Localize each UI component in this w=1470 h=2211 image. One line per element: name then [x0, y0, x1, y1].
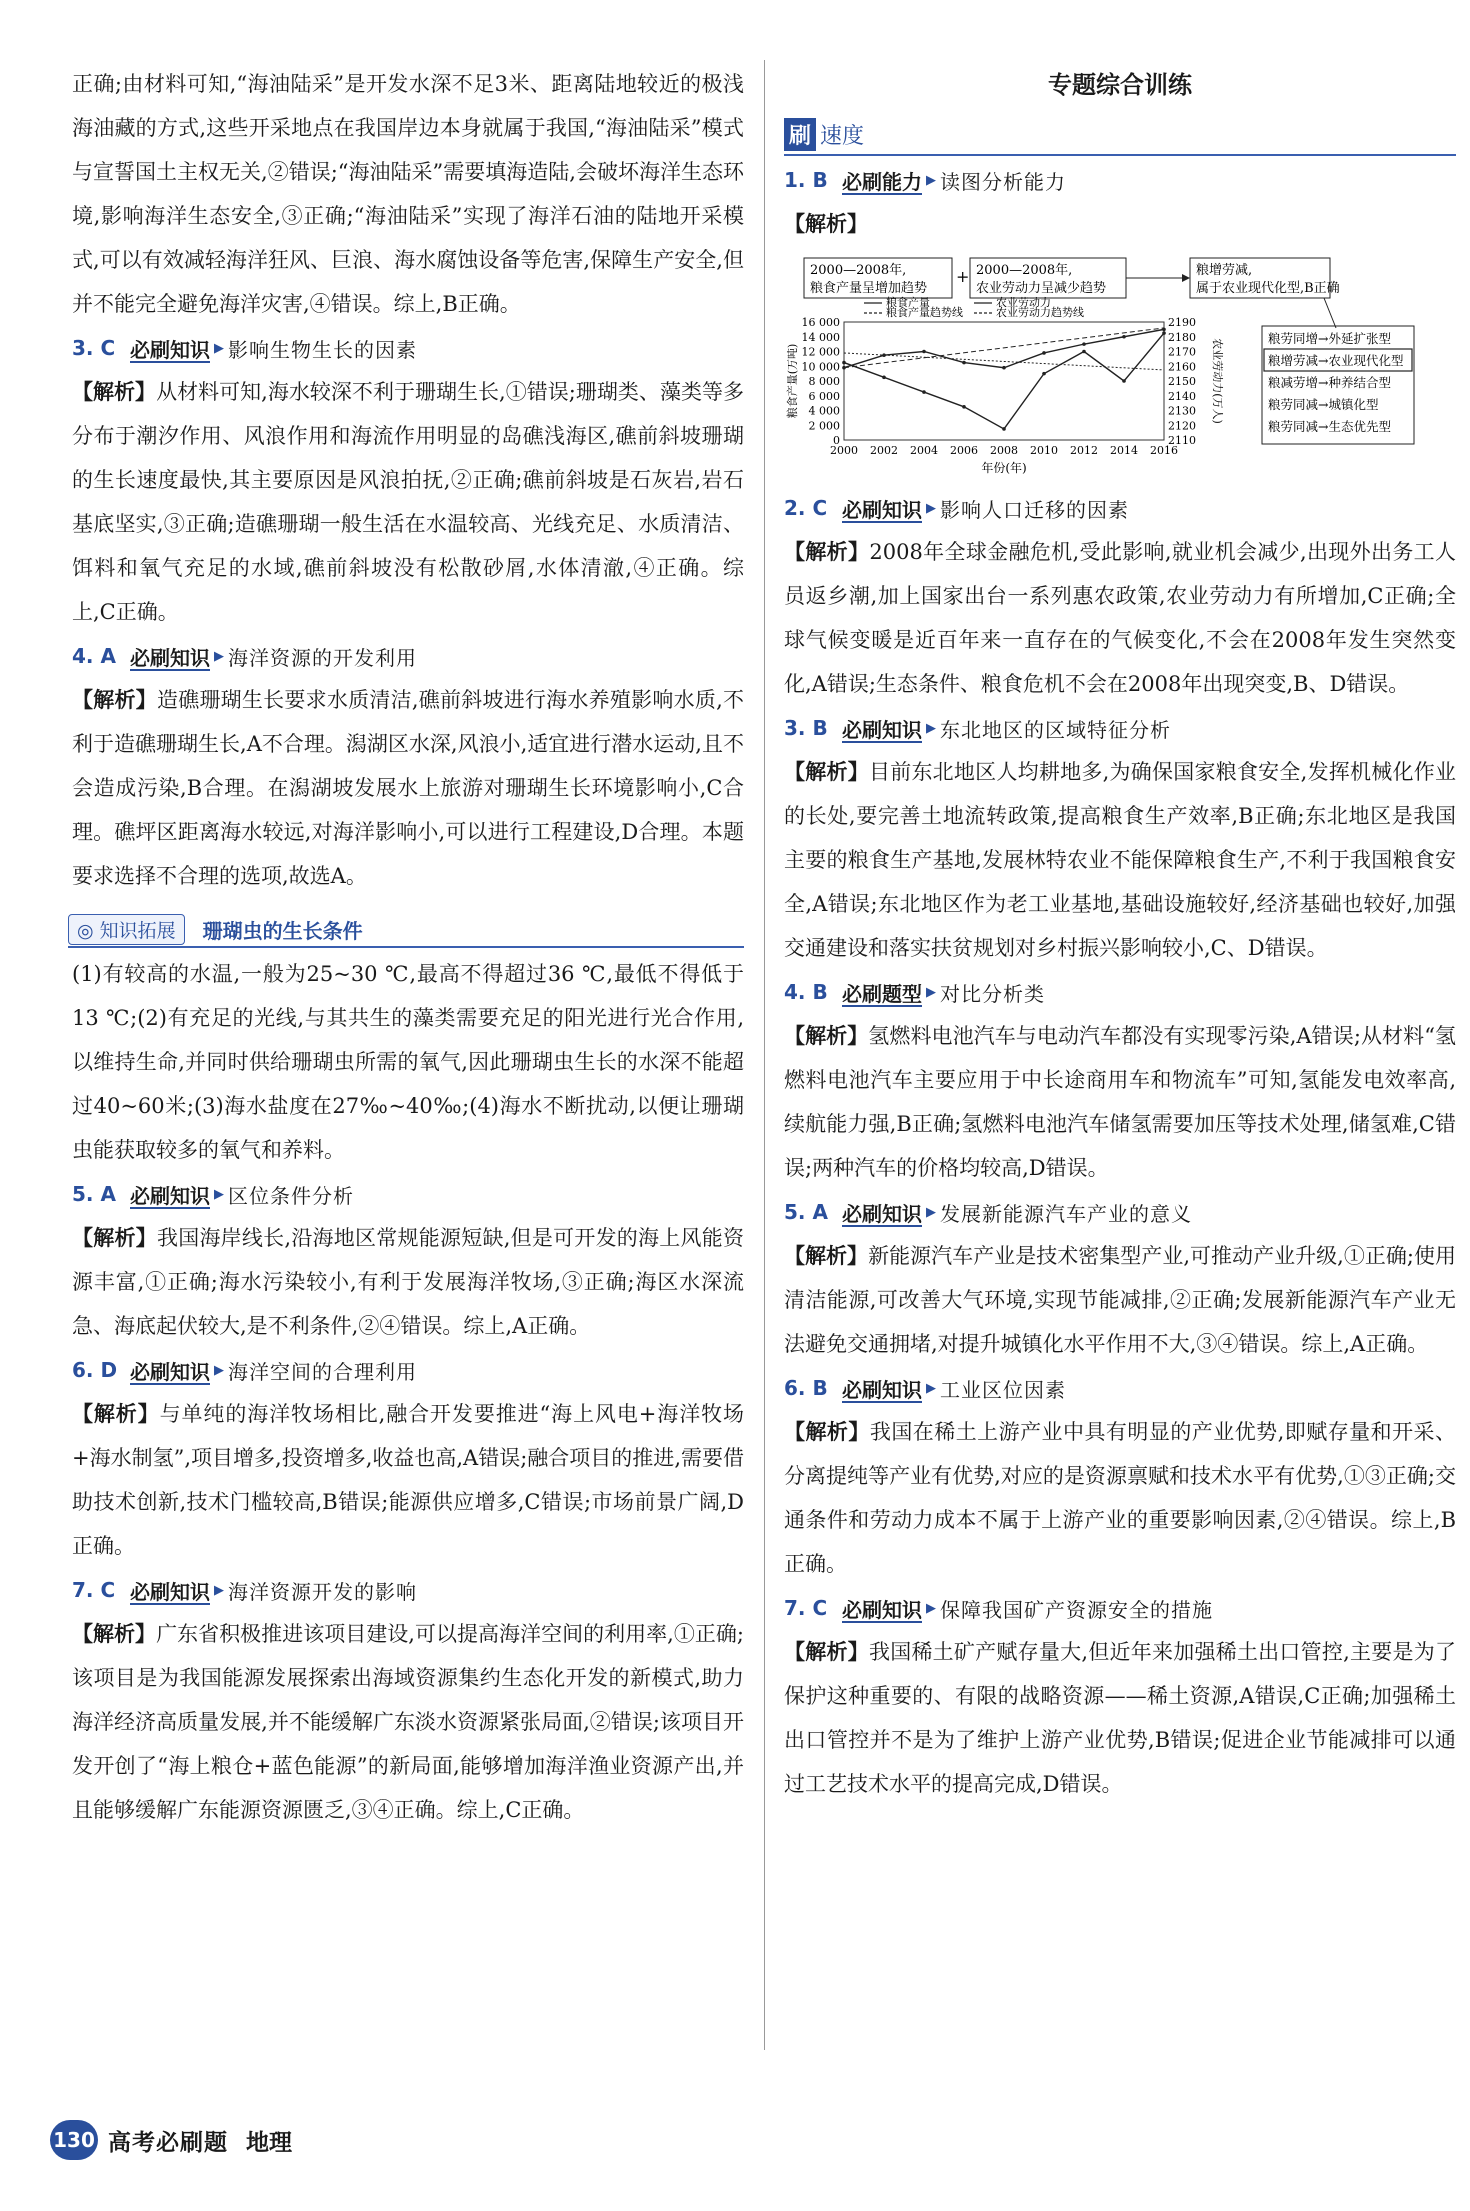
- left-tick-label: 2 000: [808, 419, 840, 433]
- triangle-right-icon: ▶: [214, 1186, 224, 1202]
- q5-analysis: [72, 1216, 744, 1348]
- rq3-tag: 必刷知识: [842, 717, 922, 742]
- legend-label: 粮食产量: [886, 296, 930, 309]
- rq7-analysis: [784, 1630, 1456, 1806]
- annotation-box-1-line2: 粮食产量呈增加趋势: [810, 281, 928, 296]
- type-item: 粮劳同减→生态优先型: [1268, 419, 1391, 434]
- left-tick-label: 4 000: [808, 404, 840, 418]
- q5-number: 5. A: [72, 1182, 116, 1206]
- right-axis-label: 农业劳动力(万人): [1211, 338, 1224, 424]
- intro-paragraph: 正确;由材料可知,“海油陆采”是开发水深不足3米、距离陆地较近的极浅海油藏的方式,这些开采地点在我国岸边本身就属于我国,“海油陆采”模式与宣誓国土主权无关,②错误;“海油陆采”需要填海造陆,会破坏海洋生态环境,影响海洋生态安全,③正确;“海油陆采”实现了海洋石油的陆地开采模式,可以有效减轻海洋狂风、巨浪、海水腐蚀设备等危害,保障生产安全,但并不能完全避免海洋灾害,④错误。综上,B正确。: [72, 72, 744, 316]
- rq2-tag: 必刷知识: [842, 497, 922, 522]
- triangle-right-icon: ▶: [214, 340, 224, 356]
- rq1-tag: 必刷能力: [842, 169, 922, 194]
- right-tick-label: 2160: [1168, 360, 1196, 374]
- triangle-right-icon: ▶: [926, 172, 936, 188]
- x-tick-label: 2012: [1070, 444, 1098, 457]
- x-tick-label: 2016: [1150, 444, 1178, 457]
- series-point: [1002, 427, 1006, 431]
- analysis-label: 【解析】: [72, 687, 157, 712]
- series-point: [1082, 350, 1086, 354]
- knowledge-box-header: [68, 912, 744, 946]
- left-tick-label: 6 000: [808, 389, 840, 403]
- column-divider: [764, 60, 765, 2050]
- section-title: 专题综合训练: [1048, 71, 1192, 99]
- knowledge-text: (1)有较高的水温,一般为25~30 ℃,最高不得超过36 ℃,最低不得低于13 ℃;(2)有充足的光线,与其共生的藻类需要充足的阳光进行光合作用,以维持生命,并同时供给珊瑚虫所需的氧气,因此珊瑚虫生长的水深不能超过40~60米;(3)海水盐度在27‰~40‰;(4)海水不断扰动,以便让珊瑚虫能获取较多的氧气和养料。: [72, 962, 744, 1162]
- q4-tag: 必刷知识: [130, 645, 210, 670]
- q3-header: [72, 328, 744, 368]
- q7-tag: 必刷知识: [130, 1579, 210, 1604]
- annotation-box-2-line2: 农业劳动力呈减少趋势: [976, 281, 1107, 296]
- rq1-number: 1. B: [784, 168, 828, 192]
- analysis-label: 【解析】: [72, 1225, 157, 1250]
- arrow-head-icon: [1182, 274, 1190, 282]
- rq7-tag: 必刷知识: [842, 1597, 922, 1622]
- q5-tag: 必刷知识: [130, 1183, 210, 1208]
- page-footer: [50, 2120, 292, 2160]
- x-tick-label: 2014: [1110, 444, 1138, 457]
- triangle-right-icon: ▶: [926, 1204, 936, 1220]
- right-tick-label: 2150: [1168, 375, 1196, 388]
- x-tick-label: 2002: [870, 444, 898, 457]
- rq5-header: [784, 1192, 1456, 1232]
- series-point: [1042, 372, 1046, 376]
- right-tick-label: 2190: [1168, 316, 1196, 329]
- rq7-text: 我国稀土矿产赋存量大,但近年来加强稀土出口管控,主要是为了保护这种重要的、有限的战略资源——稀土资源,A错误,C正确;加强稀土出口管控并不是为了维护上游产业优势,B错误;促进企业节能减排可以通过工艺技术水平的提高完成,D错误。: [784, 1640, 1457, 1796]
- rq3-header: [784, 708, 1456, 748]
- connector-line: [1324, 298, 1336, 328]
- q7-text: 广东省积极推进该项目建设,可以提高海洋空间的利用率,①正确;该项目是为我国能源发展探索出海域资源集约生态化开发的新模式,助力海洋经济高质量发展,并不能缓解广东淡水资源紧张局面,②错误;该项目开发开创了“海上粮仓+蓝色能源”的新局面,能够增加海洋渔业资源产出,并且能够缓解广东能源资源匮乏,③④正确。综上,C正确。: [72, 1622, 744, 1822]
- q7-topic: 海洋资源开发的影响: [228, 1579, 417, 1604]
- q3-text: 从材料可知,海水较深不利于珊瑚生长,①错误;珊瑚类、藻类等多分布于潮汐作用、风浪作用和海流作用明显的岛礁浅海区,礁前斜坡珊瑚的生长速度最快,其主要原因是风浪拍抚,②正确;礁前斜坡是石灰岩,岩石基底坚实,③正确;造礁珊瑚一般生活在水温较高、光线充足、水质清洁、饵料和氧气充足的水域,礁前斜坡没有松散砂屑,水体清澈,④正确。综上,C正确。: [72, 380, 744, 624]
- rq4-header: [784, 972, 1456, 1012]
- triangle-right-icon: ▶: [926, 984, 936, 1000]
- subject-name: 地理: [246, 2128, 292, 2156]
- type-item: 粮减劳增→种养结合型: [1268, 375, 1391, 390]
- left-tick-label: 12 000: [801, 345, 840, 359]
- page-number: 130: [50, 2120, 98, 2160]
- q5-topic: 区位条件分析: [228, 1183, 354, 1208]
- left-tick-label: 16 000: [801, 316, 840, 329]
- q4-text: 造礁珊瑚生长要求水质清洁,礁前斜坡进行海水养殖影响水质,不利于造礁珊瑚生长,A不合理。潟湖区水深,风浪小,适宜进行潜水运动,且不会造成污染,B合理。在潟湖坡发展水上旅游对珊瑚生长环境影响小,C合理。礁坪区距离海水较远,对海洋影响小,可以进行工程建设,D合理。本题要求选择不合理的选项,故选A。: [72, 688, 745, 888]
- annotation-box-1-line1: 2000—2008年,: [810, 263, 907, 278]
- rq3-text: 目前东北地区人均耕地多,为确保国家粮食安全,发挥机械化作业的长处,要完善土地流转政策,提高粮食生产效率,B正确;东北地区是我国主要的粮食生产基地,发展林特农业不能保障粮食生产,不利于我国粮食安全,A错误;东北地区作为老工业基地,基础设施较好,经济基础也较好,加强交通建设和落实扶贫规划对乡村振兴影响较小,C、D错误。: [784, 760, 1457, 960]
- rq3-number: 3. B: [784, 716, 828, 740]
- x-tick-label: 2000: [830, 444, 858, 457]
- x-tick-label: 2010: [1030, 444, 1058, 457]
- q6-text: 与单纯的海洋牧场相比,融合开发要推进“海上风电+海洋牧场+海水制氢”,项目增多,投资增多,收益也高,A错误;融合项目的推进,需要借助技术创新,技术门槛较高,B错误;能源供应增多,C错误;市场前景广阔,D正确。: [72, 1402, 745, 1558]
- x-tick-label: 2004: [910, 444, 938, 457]
- knowledge-underline: [68, 946, 744, 948]
- series-point: [1082, 342, 1086, 346]
- rq4-tag: 必刷题型: [842, 981, 922, 1006]
- q4-header: [72, 636, 744, 676]
- rq6-number: 6. B: [784, 1376, 828, 1400]
- analysis-label: 【解析】: [784, 539, 870, 564]
- q3-tag: 必刷知识: [130, 337, 210, 362]
- rq3-analysis: [784, 750, 1456, 970]
- right-column: [784, 62, 1456, 1806]
- series-point: [1122, 379, 1126, 383]
- grain-labor-chart: [784, 250, 1456, 482]
- rq5-text: 新能源汽车产业是技术密集型产业,可推动产业升级,①正确;使用清洁能源,可改善大气环境,实现节能减排,②正确;发展新能源汽车产业无法避免交通拥堵,对提升城镇化水平作用不大,③④错误。综上,A正确。: [784, 1244, 1456, 1356]
- triangle-right-icon: ▶: [926, 720, 936, 736]
- rq2-text: 2008年全球金融危机,受此影响,就业机会减少,出现外出务工人员返乡潮,加上国家出台一系列惠农政策,农业劳动力有所增加,C正确;全球气候变暖是近百年来一直存在的气候变化,不会在2008年发生突然变化,A错误;生态条件、粮食危机不会在2008年出现突变,B、D错误。: [784, 540, 1456, 696]
- right-tick-label: 2110: [1168, 434, 1196, 447]
- analysis-label: 【解析】: [72, 1621, 157, 1646]
- annotation-box-3-line1: 粮增劳减,: [1196, 263, 1253, 278]
- right-tick-label: 2120: [1168, 419, 1196, 433]
- q4-analysis: [72, 678, 744, 898]
- rq5-topic: 发展新能源汽车产业的意义: [940, 1201, 1192, 1226]
- rq4-text: 氢燃料电池汽车与电动汽车都没有实现零污染,A错误;从材料“氢燃料电池汽车主要应用于中长途商用车和物流车”可知,氢能发电效率高,续航能力强,B正确;氢燃料电池汽车储氢需要加压等技术处理,储氢难,C错误;两种汽车的价格均较高,D错误。: [784, 1024, 1456, 1180]
- rq4-topic: 对比分析类: [940, 981, 1045, 1006]
- type-item: 粮增劳减→农业现代化型: [1268, 353, 1404, 368]
- series-point: [1002, 366, 1006, 370]
- rq5-number: 5. A: [784, 1200, 828, 1224]
- q6-header: [72, 1350, 744, 1390]
- q7-header: [72, 1570, 744, 1610]
- annotation-box-3-line2: 属于农业现代化型,B正确: [1196, 281, 1340, 296]
- q5-text: 我国海岸线长,沿海地区常规能源短缺,但是可开发的海上风能资源丰富,①正确;海水污染较小,有利于发展海洋牧场,③正确;海区水深流急、海底起伏较大,是不利条件,②④错误。综上,A正确。: [72, 1226, 745, 1338]
- q4-topic: 海洋资源的开发利用: [228, 645, 417, 670]
- analysis-label: 【解析】: [72, 379, 157, 404]
- type-item: 粮劳同增→外延扩张型: [1268, 331, 1391, 346]
- triangle-right-icon: ▶: [926, 1600, 936, 1616]
- series-point: [1162, 331, 1166, 335]
- knowledge-label: ◎ 知识拓展: [68, 914, 185, 945]
- analysis-label: 【解析】: [784, 1639, 869, 1664]
- x-axis-label: 年份(年): [981, 461, 1027, 475]
- rq5-analysis: [784, 1234, 1456, 1366]
- speed-badge: 刷: [784, 118, 816, 151]
- q7-analysis: [72, 1612, 744, 1832]
- analysis-label: 【解析】: [72, 1401, 160, 1426]
- triangle-right-icon: ▶: [926, 500, 936, 516]
- series-point: [922, 390, 926, 394]
- speed-header: [784, 114, 1456, 156]
- triangle-right-icon: ▶: [214, 648, 224, 664]
- rq1-label: [784, 202, 1456, 246]
- rq7-number: 7. C: [784, 1596, 828, 1620]
- rq6-text: 我国在稀土上游产业中具有明显的产业优势,即赋存量和开采、分离提纯等产业有优势,对应的是资源禀赋和技术水平有优势,①③正确;交通条件和劳动力成本不属于上游产业的重要影响因素,②④错误。综上,B正确。: [784, 1420, 1456, 1576]
- rq2-analysis: [784, 530, 1456, 706]
- q5-header: [72, 1174, 744, 1214]
- analysis-label: 【解析】: [784, 1023, 869, 1048]
- rq7-topic: 保障我国矿产资源安全的措施: [940, 1597, 1213, 1622]
- speed-label: 速度: [820, 123, 865, 149]
- rq4-number: 4. B: [784, 980, 828, 1004]
- annotation-box-2-line1: 2000—2008年,: [976, 263, 1073, 278]
- q3-analysis: [72, 370, 744, 634]
- left-column: [72, 62, 744, 1832]
- legend-label: 粮食产量趋势线: [886, 306, 963, 319]
- rq7-header: [784, 1588, 1456, 1628]
- series-point: [842, 361, 846, 365]
- left-axis-label: 粮食产量(万吨): [786, 343, 799, 419]
- plus-sign: +: [956, 267, 970, 286]
- rq4-analysis: [784, 1014, 1456, 1190]
- triangle-right-icon: ▶: [926, 1380, 936, 1396]
- rq2-header: [784, 488, 1456, 528]
- x-tick-label: 2006: [950, 444, 978, 457]
- left-tick-label: 8 000: [808, 375, 840, 388]
- analysis-label: 【解析】: [784, 759, 869, 784]
- analysis-label: 【解析】: [784, 1243, 869, 1268]
- rq6-tag: 必刷知识: [842, 1377, 922, 1402]
- series-point: [962, 405, 966, 409]
- right-tick-label: 2130: [1168, 404, 1196, 418]
- book-title: 高考必刷题: [108, 2128, 228, 2156]
- q3-number: 3. C: [72, 336, 116, 360]
- rq1-topic: 读图分析能力: [940, 169, 1066, 194]
- series-point: [1122, 335, 1126, 339]
- rq6-header: [784, 1368, 1456, 1408]
- series-point: [962, 361, 966, 365]
- triangle-right-icon: ▶: [214, 1362, 224, 1378]
- triangle-right-icon: ▶: [214, 1582, 224, 1598]
- left-tick-label: 14 000: [801, 330, 840, 344]
- q6-tag: 必刷知识: [130, 1359, 210, 1384]
- chart-container: [784, 250, 1456, 482]
- right-tick-label: 2140: [1168, 389, 1196, 403]
- type-item: 粮劳同减→城镇化型: [1268, 397, 1379, 412]
- q4-number: 4. A: [72, 644, 116, 668]
- right-tick-label: 2170: [1168, 345, 1196, 359]
- q6-topic: 海洋空间的合理利用: [228, 1359, 417, 1384]
- series-point: [882, 376, 886, 380]
- q6-analysis: [72, 1392, 744, 1568]
- q3-topic: 影响生物生长的因素: [228, 337, 417, 362]
- rq5-tag: 必刷知识: [842, 1201, 922, 1226]
- series-point: [922, 350, 926, 354]
- rq2-number: 2. C: [784, 496, 828, 520]
- rq6-topic: 工业区位因素: [940, 1377, 1066, 1402]
- x-tick-label: 2008: [990, 444, 1018, 457]
- rq2-topic: 影响人口迁移的因素: [940, 497, 1129, 522]
- analysis-label: 【解析】: [784, 211, 868, 236]
- legend-label: 农业劳动力: [996, 296, 1051, 309]
- right-tick-label: 2180: [1168, 330, 1196, 344]
- rq3-topic: 东北地区的区域特征分析: [940, 717, 1171, 742]
- q6-number: 6. D: [72, 1358, 118, 1382]
- left-tick-label: 0: [833, 434, 840, 447]
- knowledge-label-text: 知识拓展: [99, 919, 176, 942]
- rq1-header: [784, 160, 1456, 200]
- knowledge-title: 珊瑚虫的生长条件: [202, 918, 363, 943]
- left-tick-label: 10 000: [801, 360, 840, 374]
- rq6-analysis: [784, 1410, 1456, 1586]
- analysis-label: 【解析】: [784, 1419, 870, 1444]
- q7-number: 7. C: [72, 1578, 116, 1602]
- series-point: [1042, 351, 1046, 355]
- legend-label: 农业劳动力趋势线: [996, 306, 1084, 319]
